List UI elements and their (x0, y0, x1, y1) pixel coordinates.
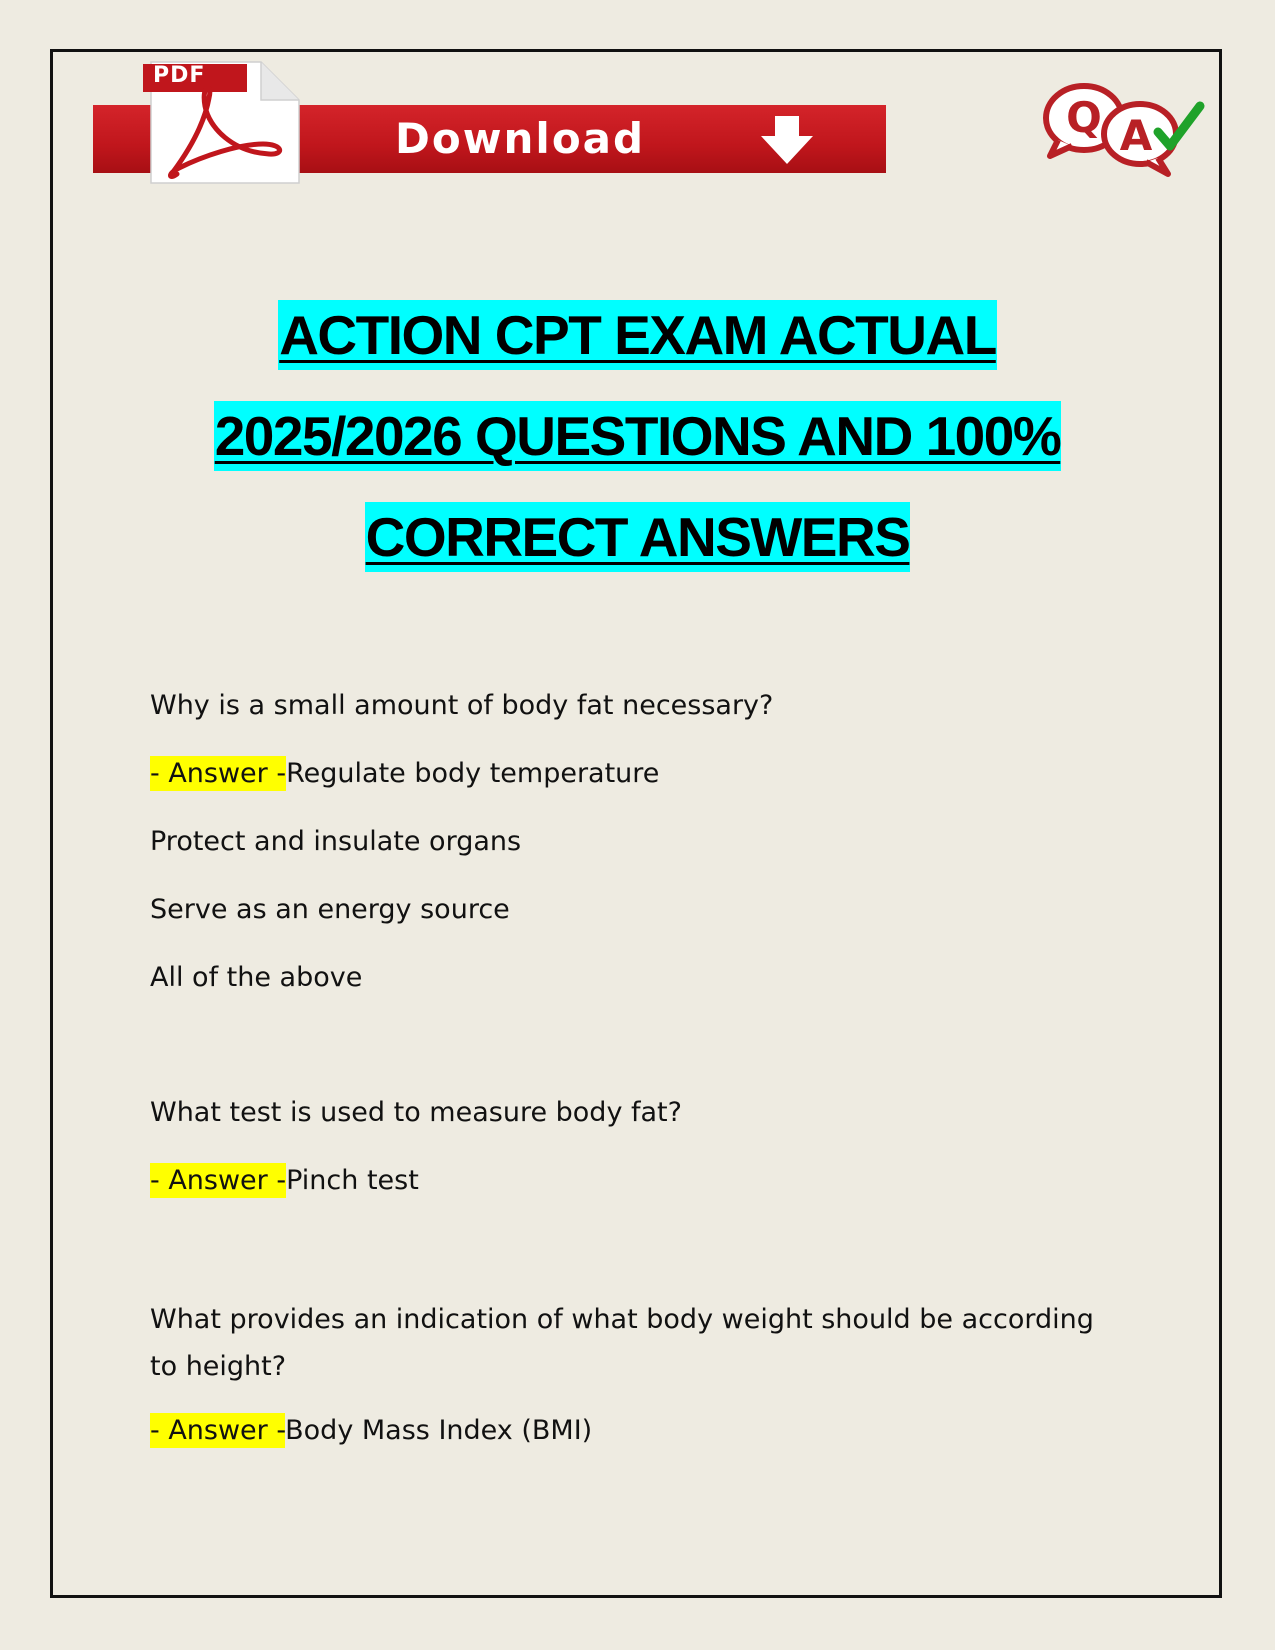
answer-option: All of the above (150, 962, 363, 993)
question-text: What provides an indication of what body weight should be according to height? (150, 1304, 1094, 1382)
pdf-tag-label: PDF (153, 63, 206, 88)
logo-q-letter: Q (1066, 93, 1102, 142)
pdf-file-icon (143, 60, 305, 185)
answer-prefix: - Answer - (150, 758, 287, 789)
qa-section (150, 686, 1110, 1479)
document-title (60, 300, 1215, 603)
answer-option: Protect and insulate organs (150, 826, 522, 857)
qa-logo (1040, 80, 1210, 180)
title-line-2: 2025/2026 QUESTIONS AND 100% (214, 401, 1062, 471)
answer-option: Serve as an energy source (150, 894, 510, 925)
pdf-download-banner[interactable] (93, 60, 886, 185)
answer-prefix: - Answer - (150, 1415, 286, 1446)
answer-text: Body Mass Index (BMI) (285, 1415, 593, 1446)
title-line-3: CORRECT ANSWERS (365, 502, 911, 572)
answer-line (150, 1411, 1110, 1479)
download-label: Download (395, 114, 646, 163)
answer-text: Pinch test (286, 1165, 419, 1196)
answer-prefix: - Answer - (150, 1165, 287, 1196)
answer-text: Regulate body temperature (286, 758, 660, 789)
download-arrow-icon (757, 112, 817, 170)
answer-line (150, 754, 1110, 822)
logo-a-letter: A (1119, 111, 1153, 160)
question-text: Why is a small amount of body fat necessary? (150, 690, 774, 721)
title-line-1: ACTION CPT EXAM ACTUAL (278, 300, 997, 370)
question-text: What test is used to measure body fat? (150, 1097, 682, 1128)
answer-line (150, 1161, 1110, 1229)
